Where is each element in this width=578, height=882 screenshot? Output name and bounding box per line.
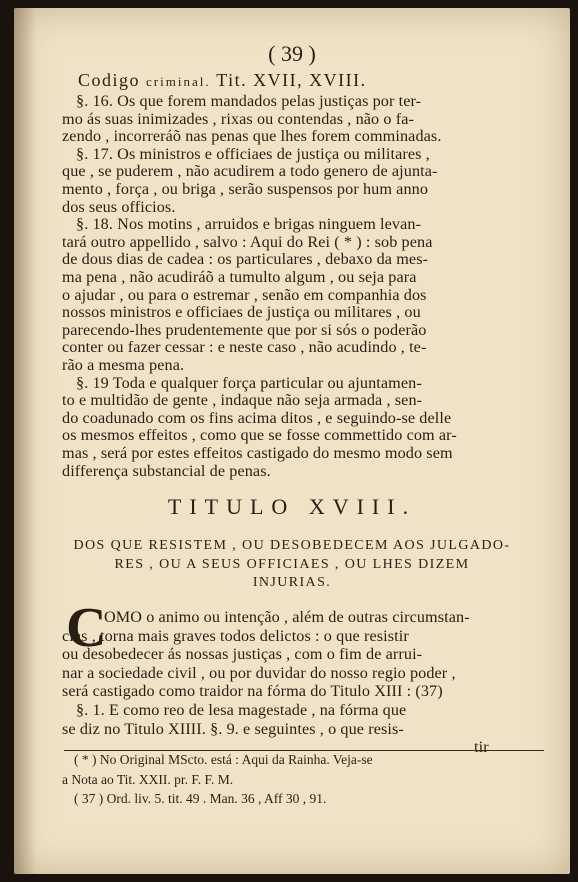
- body-line: §. 1. E como reo de lesa magestade , na fórma que: [76, 701, 407, 719]
- text-line: do coadunado com os fins acima ditos , e seguindo-se delle: [62, 408, 452, 427]
- chapter-title: TITULO XVIII.: [167, 494, 417, 519]
- running-head-criminal: criminal.: [146, 74, 211, 89]
- text-line: to e multidão de gente , indaque não seja armada , sen-: [62, 391, 423, 410]
- body-line: cias , torna mais graves todos delictos : o que resistir: [62, 626, 409, 645]
- text-line: §. 19 Toda e qualquer força particular ou ajuntamen-: [76, 373, 422, 392]
- subtitle-line: INJURIAS.: [252, 575, 332, 590]
- text-line: rão a mesma pena.: [62, 356, 185, 374]
- drop-cap: C: [66, 597, 107, 659]
- text-line: mo ás suas inimizades , rixas ou contendas , não o fa-: [62, 109, 414, 128]
- body-line: tir: [474, 738, 489, 757]
- body-line: nar a sociedade civil , ou por duvidar do nosso regio poder ,: [62, 663, 456, 682]
- text-line: zendo , incorreráõ nas penas que lhes forem comminadas.: [62, 127, 442, 146]
- body-line: ou desobedecer ás nossas justiças , com o fim de arrui-: [62, 645, 423, 664]
- text-line: tará outro appellido , salvo : Aqui do Rei ( * ) : sob pena: [62, 232, 433, 251]
- text-line: de dous dias de cadea : os particulares , debaxo da mes-: [62, 250, 429, 269]
- book-page: [14, 8, 570, 874]
- footnote-line: ( 37 ) Ord. liv. 5. tit. 49 . Man. 36 , Aff 30 , 91.: [74, 791, 327, 806]
- text-line: §. 17. Os ministros e officiaes de justiça ou militares ,: [76, 144, 430, 163]
- subtitle-line: RES , OU A SEUS OFFICIAES , OU LHES DIZEM: [114, 556, 470, 572]
- text-line: differença substancial de penas.: [62, 461, 271, 480]
- text-line: os mesmos effeitos , como que se fosse commettido com ar-: [62, 426, 457, 445]
- footnote-rule: [64, 750, 544, 751]
- text-line: que , se puderem , não acudirem a todo genero de ajunta-: [62, 162, 438, 181]
- page-number: ( 39 ): [268, 41, 316, 66]
- page-gutter-shadow: [14, 8, 36, 874]
- body-line: OMO o animo ou intenção , além de outras circumstan-: [104, 608, 470, 626]
- text-line: mento , força , ou briga , serão suspensos por hum anno: [62, 180, 429, 198]
- text-line: parecendo-lhes prudentemente que por si sós o poderão: [62, 320, 427, 339]
- text-line: ma pena , não acudiráõ a tumulto algum , ou seja para: [62, 268, 417, 286]
- text-line: mas , será por estes effeitos castigado do mesmo modo sem: [62, 444, 453, 462]
- footnote-line: ( * ) No Original MScto. está : Aqui da Rainha. Veja-se: [74, 752, 373, 767]
- footnote-line: a Nota ao Tit. XXII. pr. F. F. M.: [62, 771, 234, 787]
- text-line: o ajudar , ou para o estremar , senão em companhia dos: [62, 285, 427, 304]
- subtitle-line: DOS QUE RESISTEM , OU DESOBEDECEM AOS JULGADO-: [73, 538, 511, 553]
- text-line: nossos ministros e officiaes de justiça ou militares , ou: [62, 303, 421, 322]
- text-line: §. 16. Os que forem mandados pelas justiças por ter-: [76, 92, 422, 110]
- text-line: conter ou fazer cessar : e neste caso , não acudindo , te-: [62, 338, 427, 357]
- text-line: dos seus officios.: [62, 197, 176, 216]
- running-head: [78, 70, 367, 91]
- text-line: §. 18. Nos motins , arruidos e brigas ninguem levan-: [76, 215, 422, 234]
- running-head-codigo: Codigo: [78, 70, 141, 90]
- body-line: será castigado como traidor na fórma do Titulo XIII : (37): [62, 682, 443, 701]
- running-head-titles: Tit. XVII, XVIII.: [216, 70, 367, 90]
- body-line: se diz no Titulo XIIII. §. 9. e seguintes , o que resis-: [62, 719, 404, 738]
